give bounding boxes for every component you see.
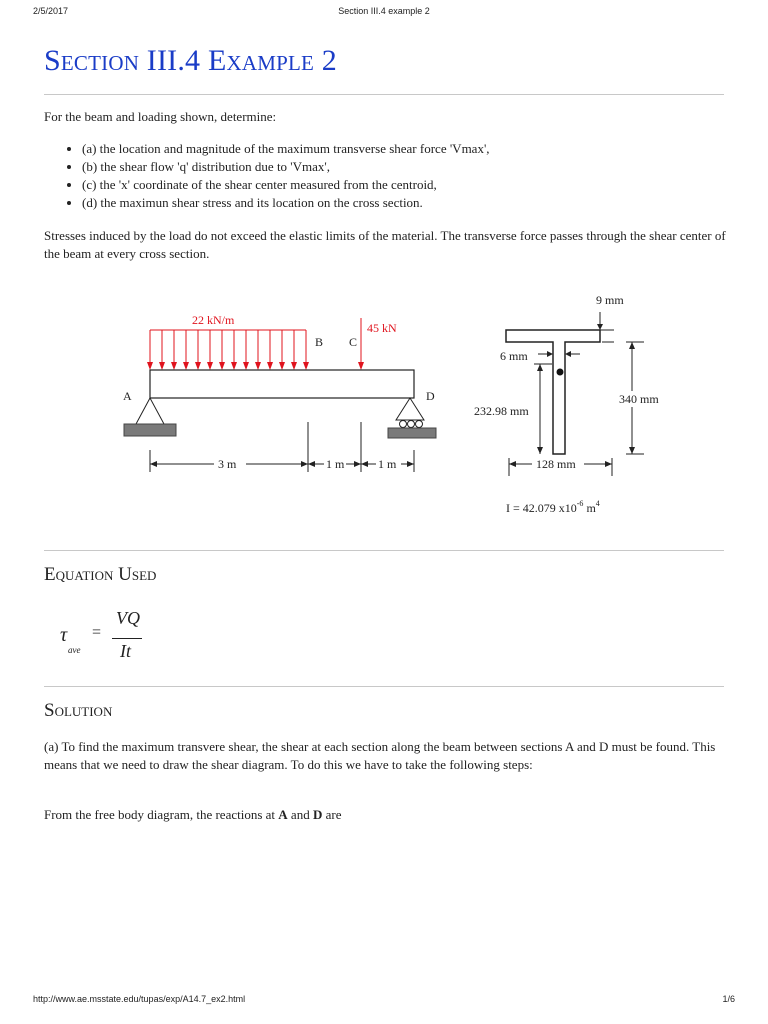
web-height-arrow-top — [537, 364, 543, 371]
flange-dim-arrow — [597, 324, 603, 330]
pin-support — [136, 398, 164, 424]
list-item: • (a) the location and magnitude of the maximum transverse shear force 'Vmax', — [82, 140, 722, 158]
total-height-label: 340 mm — [619, 392, 659, 406]
rollers — [400, 421, 423, 428]
equation-divider — [44, 550, 724, 551]
beam — [150, 370, 414, 398]
title-divider — [44, 94, 724, 95]
total-height-arrow-bottom — [629, 447, 635, 454]
task-list — [44, 140, 722, 212]
page-title: Section III.4 Example 2 — [44, 44, 337, 77]
reactions-prefix: From the free body diagram, the reactions at — [44, 807, 279, 822]
print-header — [0, 6, 768, 20]
dim-3m: 3 m — [218, 457, 237, 471]
beam-dimensions — [150, 422, 414, 472]
solution-heading: Solution — [44, 700, 113, 721]
denominator: It — [120, 641, 131, 661]
inertia-label: I = 42.079 $x10^{-6}$ $m^4$ — [506, 499, 600, 515]
point-load-arrowhead — [358, 362, 364, 370]
web-height-arrow-bottom — [537, 447, 543, 454]
reactions-text — [44, 806, 728, 824]
roller-support — [396, 398, 424, 420]
solution-text: (a) To find the maximum transvere shear, the shear at each section along the beam between sections A and D must be found. This means that we need to draw the shear diagram. To do this we have to take the following steps: — [44, 739, 716, 772]
print-title: Section III.4 example 2 — [338, 6, 430, 16]
page-url: http://www.ae.msstate.edu/tupas/exp/A14.7_ex2.html — [33, 994, 246, 1004]
page-number: 1/6 — [722, 994, 735, 1004]
print-date: 2/5/2017 — [33, 6, 69, 16]
flange-thickness-label: 9 mm — [596, 293, 624, 307]
tau-symbol: τ — [60, 624, 68, 646]
width-arrow-left — [509, 461, 516, 467]
intro-text: For the beam and loading shown, determine: — [44, 109, 277, 124]
list-item: • (d) the maximun shear stress and its location on the cross section. — [82, 194, 722, 212]
web-dim-arrow-left — [547, 351, 553, 357]
flange-width-label: 128 mm — [536, 457, 576, 471]
list-item: • (b) the shear flow 'q' distribution due to 'Vmax', — [82, 158, 722, 176]
label-c: C — [349, 335, 358, 349]
centroid-dot — [557, 369, 564, 376]
stress-note: Stresses induced by the load do not exceed the elastic limits of the material. The transverse force passes through the shear center of the beam at every cross section. — [44, 228, 726, 261]
web-dim-arrow-right — [565, 351, 571, 357]
total-height-arrow-top — [629, 342, 635, 349]
width-arrow-right — [605, 461, 612, 467]
fraction-bar — [112, 638, 142, 639]
equals-sign: = — [92, 624, 102, 641]
web-height-label: 232.98 mm — [474, 404, 529, 418]
point-load-label: 45 kN — [367, 321, 397, 335]
distributed-load-arrows — [147, 330, 309, 370]
label-d: D — [426, 389, 435, 403]
shear-stress-equation — [58, 608, 158, 664]
ground-d — [388, 428, 436, 438]
web-thickness-label: 6 mm — [500, 349, 528, 363]
solution-divider — [44, 686, 724, 687]
print-footer — [0, 994, 768, 1008]
ground-a — [124, 424, 176, 436]
equation-heading: Equation Used — [44, 564, 157, 585]
numerator: VQ — [116, 608, 140, 628]
list-item: • (c) the 'x' coordinate of the shear center measured from the centroid, — [82, 176, 722, 194]
reaction-a-label: A — [278, 807, 288, 822]
dim-1m-b: 1 m — [378, 457, 397, 471]
reactions-suffix: are — [322, 807, 342, 822]
reaction-d-label: D — [312, 807, 323, 822]
label-a: A — [123, 389, 132, 403]
tau-subscript: ave — [68, 645, 81, 655]
load-label: 22 kN/m — [192, 313, 235, 327]
dim-1m-a: 1 m — [326, 457, 345, 471]
beam-diagram — [110, 300, 460, 490]
label-b: B — [315, 335, 324, 349]
reactions-mid: and — [287, 807, 313, 822]
cross-section-diagram — [466, 288, 666, 520]
